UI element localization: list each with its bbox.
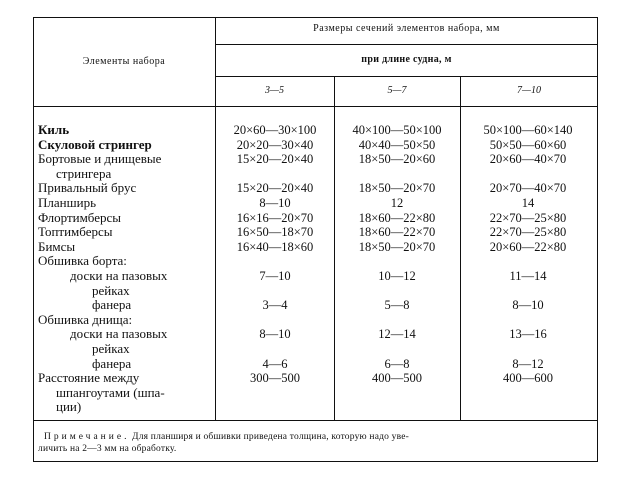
row-name: Бимсы	[38, 238, 76, 254]
row-value: 15×20—20×40	[236, 152, 314, 167]
rule-under-title	[215, 44, 598, 45]
row-value: 8—10	[512, 298, 544, 313]
row-value: 16×50—18×70	[236, 225, 314, 240]
row-value: 18×60—22×70	[358, 225, 436, 240]
row-value: 18×50—20×70	[358, 239, 436, 254]
row-value: 18×60—22×80	[358, 210, 436, 225]
row-value: 20×60—22×80	[489, 239, 567, 254]
row-value: 22×70—25×80	[489, 210, 567, 225]
row-value: 8—10	[259, 196, 291, 210]
row-name: Флортимберсы	[38, 209, 122, 225]
row-value: 16×40—18×60	[236, 239, 314, 254]
row-name: Обшивка днища:	[38, 311, 133, 327]
length-header-1: 3—5	[265, 85, 284, 96]
table-subtitle: при длине судна, м	[361, 54, 452, 65]
row-value: 14	[521, 196, 535, 210]
row-value: 4—6	[262, 356, 288, 371]
row-value: 20×20—30×40	[236, 137, 314, 152]
row-value: 20×60—40×70	[489, 152, 567, 167]
row-value: 12	[390, 196, 404, 210]
row-value: 8—10	[259, 327, 291, 342]
row-value: 50×100—60×140	[483, 123, 573, 137]
row-value: 5—8	[384, 298, 410, 313]
table-title: Размеры сечений элементов набора, мм	[313, 23, 500, 34]
note-line-2: личить на 2—3 мм на обработку.	[38, 444, 177, 454]
col-elements-header: Элементы набора	[82, 56, 166, 67]
row-value: 8—12	[512, 356, 544, 371]
row-name: ции)	[56, 399, 82, 415]
row-value: 40×40—50×50	[358, 137, 436, 152]
row-value: 300—500	[250, 371, 300, 386]
rule-col3	[460, 76, 461, 420]
row-name: доски на пазовых	[70, 326, 168, 342]
row-name: Планширь	[38, 195, 96, 210]
row-value: 18×50—20×70	[358, 181, 436, 196]
row-value: 13—16	[509, 327, 547, 342]
row-name: Обшивка борта:	[38, 253, 127, 269]
row-value: 12—14	[378, 327, 416, 342]
row-name: Киль	[38, 122, 70, 137]
row-value: 11—14	[509, 269, 547, 283]
note-label: Примечание.	[44, 432, 130, 442]
row-value: 3—4	[262, 298, 288, 313]
row-value: 400—600	[503, 371, 553, 386]
row-value: 16×16—20×70	[236, 210, 314, 225]
length-header-3: 7—10	[517, 85, 541, 96]
row-name: Топтимберсы	[38, 224, 113, 240]
row-value: 15×20—20×40	[236, 181, 314, 196]
row-value: 20×60—30×100	[233, 123, 317, 137]
row-value: 6—8	[384, 356, 410, 371]
row-value: 10—12	[378, 269, 416, 283]
row-value: 7—10	[259, 269, 291, 283]
row-value: 20×70—40×70	[489, 181, 567, 196]
note-line-1: Для планширя и обшивки приведена толщина, которую надо уве-	[132, 432, 410, 442]
table-note	[44, 431, 589, 443]
row-name: фанера	[92, 355, 132, 371]
row-name: рейках	[92, 282, 130, 298]
row-name: Бортовые и днищевые	[38, 151, 162, 167]
row-value: 22×70—25×80	[489, 225, 567, 240]
row-name: фанера	[92, 297, 132, 313]
length-header-2: 5—7	[387, 85, 407, 96]
row-name: Расстояние между	[38, 370, 140, 386]
row-value: 50×50—60×60	[489, 137, 567, 152]
row-name: шпангоутами (шпа-	[56, 384, 165, 400]
row-value: 400—500	[372, 371, 422, 386]
row-name: Привальный брус	[38, 180, 137, 196]
rule-under-subtitle	[215, 76, 598, 77]
rule-note-top	[33, 420, 598, 421]
row-name: рейках	[92, 341, 130, 356]
row-value: 18×50—20×60	[358, 152, 436, 167]
rule-header-bottom	[33, 106, 598, 107]
row-name: стрингера	[56, 165, 112, 181]
row-name: доски на пазовых	[70, 268, 168, 283]
row-name: Скуловой стрингер	[38, 136, 152, 152]
row-value: 40×100—50×100	[352, 123, 442, 137]
